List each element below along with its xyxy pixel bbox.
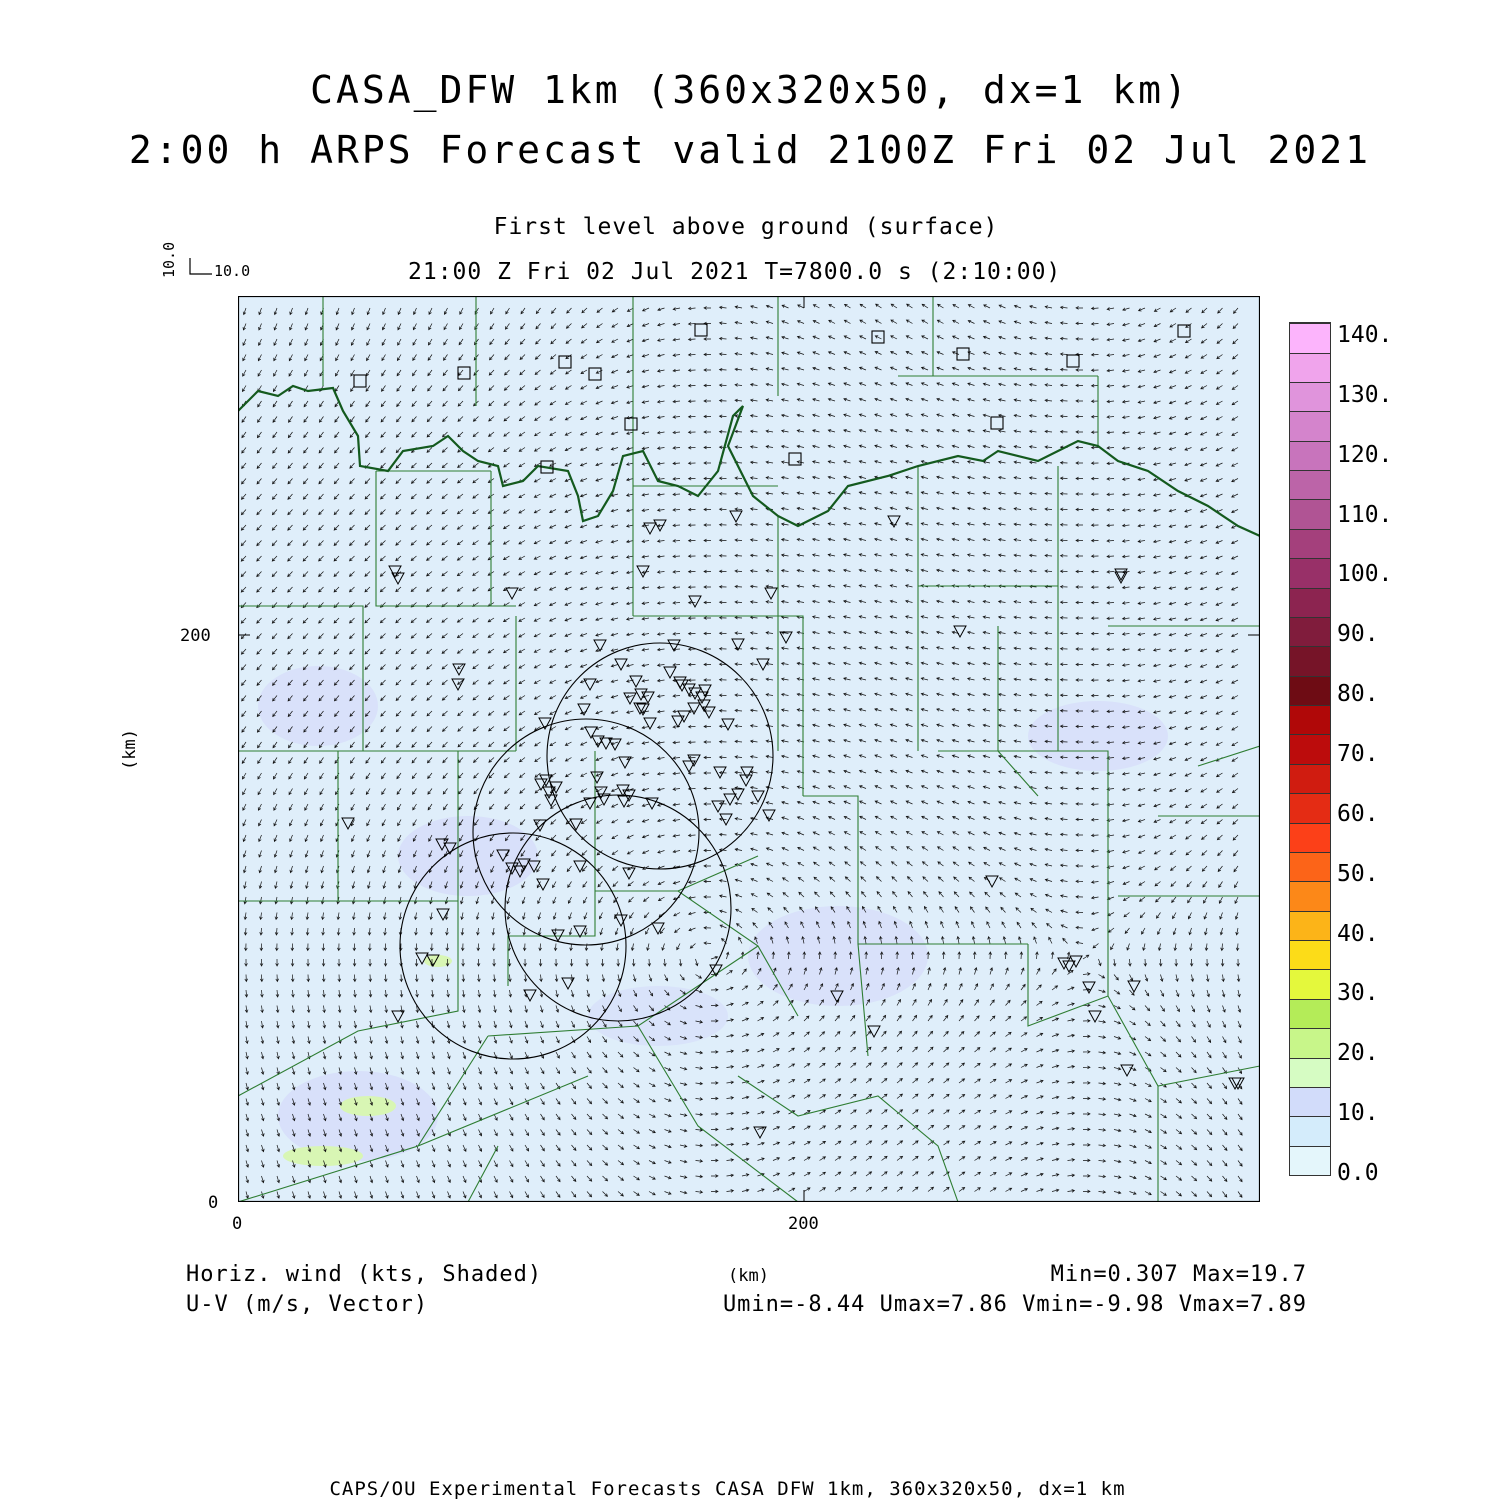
colorbar-label: 140. (1337, 322, 1393, 348)
colorbar-swatch (1290, 823, 1330, 852)
colorbar-swatch (1290, 676, 1330, 705)
colorbar-swatch (1290, 529, 1330, 558)
colorbar-label: 60. (1337, 800, 1379, 827)
colorbar-label: 80. (1337, 681, 1379, 708)
colorbar-label: 30. (1337, 980, 1379, 1007)
legend-vector: U-V (m/s, Vector) (186, 1292, 429, 1317)
colorbar-swatch (1290, 1028, 1330, 1057)
colorbar-label: 120. (1337, 441, 1393, 468)
colorbar-swatch (1290, 1116, 1330, 1145)
colorbar-label: 0.0 (1337, 1160, 1379, 1186)
y-axis-label: (km) (120, 729, 140, 770)
wind-field-map (238, 296, 1260, 1202)
colorbar-swatch (1290, 499, 1330, 528)
colorbar-swatch (1290, 588, 1330, 617)
colorbar-swatch (1290, 911, 1330, 940)
colorbar-swatch (1290, 764, 1330, 793)
colorbar-swatch (1290, 940, 1330, 969)
colorbar-swatch (1290, 470, 1330, 499)
reference-vector-x-label: 10.0 (214, 262, 251, 280)
colorbar-swatch (1290, 323, 1330, 352)
valid-time-line: 21:00 Z Fri 02 Jul 2021 T=7800.0 s (2:10:00) (408, 259, 1062, 285)
colorbar-swatch (1290, 734, 1330, 763)
y-tick-0: 0 (208, 1193, 219, 1213)
colorbar-label: 10. (1337, 1100, 1379, 1127)
colorbar-swatch (1290, 411, 1330, 440)
colorbar-swatch (1290, 646, 1330, 675)
title-line-2: 2:00 h ARPS Forecast valid 2100Z Fri 02 Jul 2021 (128, 128, 1372, 172)
x-tick-0: 0 (232, 1214, 243, 1234)
colorbar-swatch (1290, 969, 1330, 998)
colorbar-label: 40. (1337, 920, 1379, 947)
y-tick-200: 200 (180, 626, 211, 646)
colorbar-swatch (1290, 1146, 1330, 1175)
subtitle: First level above ground (surface) (493, 214, 999, 240)
colorbar-swatch (1290, 1087, 1330, 1116)
colorbar-label: 130. (1337, 381, 1393, 408)
wind-max-patch (340, 1096, 396, 1116)
colorbar-swatch (1290, 881, 1330, 910)
uv-stats: Umin=-8.44 Umax=7.86 Vmin=-9.98 Vmax=7.89 (722, 1292, 1307, 1317)
colorbar-swatch (1290, 558, 1330, 587)
colorbar-label: 20. (1337, 1040, 1379, 1067)
title-line-1: CASA_DFW 1km (360x320x50, dx=1 km) (310, 68, 1190, 112)
x-axis-label: (km) (728, 1266, 769, 1286)
colorbar-label: 100. (1337, 561, 1393, 588)
colorbar (1289, 322, 1331, 1176)
reference-vector-y-label: 10.0 (160, 241, 178, 278)
colorbar-swatch (1290, 705, 1330, 734)
colorbar-swatch (1290, 441, 1330, 470)
colorbar-label: 70. (1337, 741, 1379, 767)
colorbar-swatch (1290, 999, 1330, 1028)
footer-credit: CAPS/OU Experimental Forecasts CASA DFW 1km, 360x320x50, dx=1 km (329, 1478, 1126, 1500)
colorbar-swatch (1290, 382, 1330, 411)
min-max-stats: Min=0.307 Max=19.7 (1050, 1262, 1307, 1287)
colorbar-label: 50. (1337, 860, 1379, 887)
colorbar-label: 110. (1337, 501, 1393, 528)
reference-vector-icon (186, 258, 216, 278)
colorbar-swatch (1290, 852, 1330, 881)
colorbar-swatch (1290, 353, 1330, 382)
legend-shaded: Horiz. wind (kts, Shaded) (186, 1262, 543, 1287)
colorbar-swatch (1290, 793, 1330, 822)
x-tick-200: 200 (788, 1214, 819, 1234)
colorbar-label: 90. (1337, 621, 1379, 648)
colorbar-swatch (1290, 617, 1330, 646)
colorbar-swatch (1290, 1058, 1330, 1087)
